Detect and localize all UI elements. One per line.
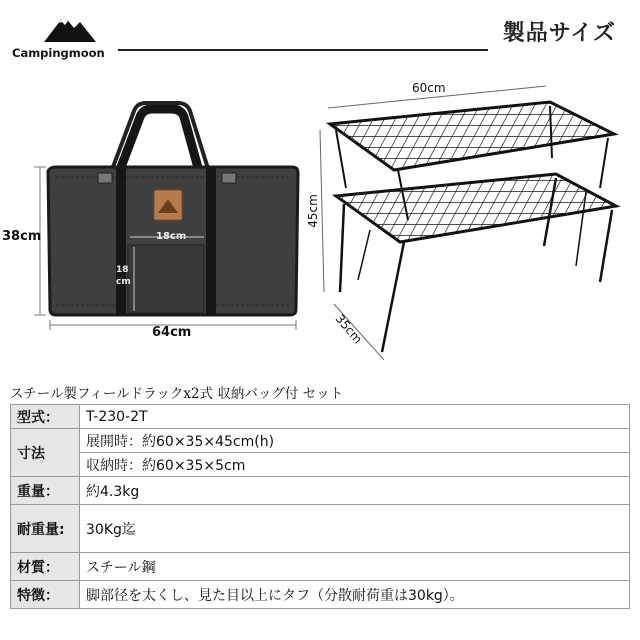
pocket-height-label-bottom: cm xyxy=(116,277,131,287)
spec-value-weight: 約4.3kg xyxy=(80,477,630,505)
mountain-logo-icon xyxy=(40,10,100,44)
storage-bag-figure xyxy=(0,95,310,360)
spec-row-feature xyxy=(11,581,630,609)
field-rack-figure xyxy=(300,70,635,370)
rack-width-label: 60cm xyxy=(412,81,446,95)
spec-row-dimensions-stored xyxy=(11,453,630,477)
product-name: スチール製フィールドラックx2式 収納バッグ付 セット xyxy=(10,386,344,402)
storage-bag-image xyxy=(0,95,310,360)
brand-logo xyxy=(12,10,122,62)
spec-row-dimensions-open xyxy=(11,429,630,453)
spec-table xyxy=(10,404,630,609)
spec-label-feature: 特徴： xyxy=(11,581,80,609)
spec-value-dimensions-open: 展開時：約60×35×45cm(h) xyxy=(80,429,630,453)
spec-value-dimensions-stored: 収納時：約60×35×5cm xyxy=(80,453,630,477)
spec-row-model xyxy=(11,405,630,429)
spec-value-material: スチール鋼 xyxy=(80,553,630,581)
header-rule xyxy=(118,49,488,51)
spec-value-feature: 脚部径を太くし、見た目以上にタフ（分散耐荷重は30kg）。 xyxy=(80,581,630,609)
spec-label-material: 材質： xyxy=(11,553,80,581)
spec-label-load: 耐重量: xyxy=(11,505,80,553)
spec-value-load: 30Kg迄 xyxy=(80,505,630,553)
spec-row-load xyxy=(11,505,630,553)
pocket-width-label: 18cm xyxy=(156,231,187,242)
bag-height-label: 38cm xyxy=(2,229,42,244)
spec-value-model: T-230-2T xyxy=(80,405,630,429)
brand-name: Campingmoon xyxy=(12,46,105,60)
spec-label-weight: 重量： xyxy=(11,477,80,505)
page-title: 製品サイズ xyxy=(502,21,616,46)
bag-width-label: 64cm xyxy=(152,325,192,340)
spec-row-material xyxy=(11,553,630,581)
spec-label-dimensions: 寸法 xyxy=(11,429,80,477)
rack-height-label: 45cm xyxy=(305,194,320,228)
pocket-height-label-top: 18 xyxy=(116,265,129,275)
spec-label-model: 型式： xyxy=(11,405,80,429)
rack-depth-label: 35cm xyxy=(332,311,365,347)
spec-row-weight xyxy=(11,477,630,505)
